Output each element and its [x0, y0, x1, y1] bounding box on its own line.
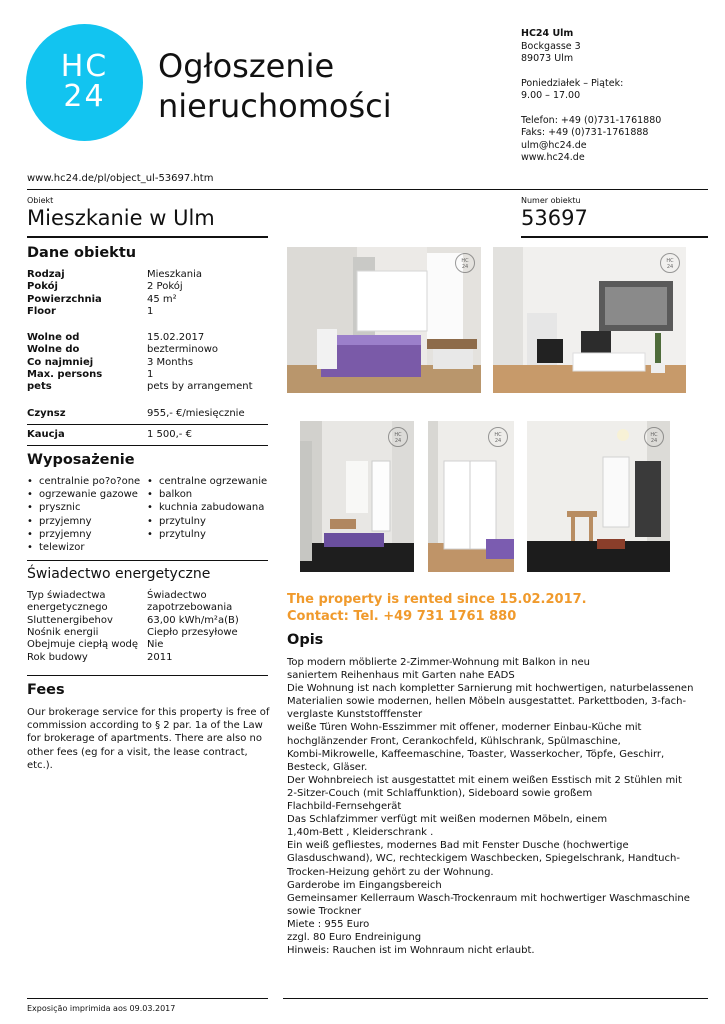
equipment-item: • ogrzewanie gazowe — [27, 488, 140, 501]
energy-heading: Świadectwo energetyczne — [27, 566, 211, 582]
photo-bedroom-image — [287, 247, 481, 393]
photo-living-room[interactable] — [493, 247, 686, 393]
equipment-list-2 — [147, 475, 267, 541]
fees-text — [27, 706, 273, 772]
details-group-2 — [27, 332, 268, 396]
page-title — [158, 46, 488, 126]
description-line: Glasduschwand), WC, rechteckigem Waschbecken, Spiegelschrank, Handtuch- — [287, 853, 680, 865]
equipment-item: • przyjemny — [27, 515, 140, 528]
page-title-line2: nieruchomości — [158, 87, 392, 125]
equipment-item: • centralne ogrzewanie — [147, 475, 267, 488]
equipment-list-1 — [27, 475, 140, 554]
object-number-label: Numer obiektu — [521, 196, 581, 205]
detail-key: Powierzchnia — [27, 293, 102, 305]
detail-key: Max. persons — [27, 368, 103, 380]
energy-key: Nośnik energii — [27, 626, 99, 638]
energy-key: Sluttenergibehov — [27, 614, 113, 626]
divider-rent — [27, 424, 268, 425]
photo-wardrobe[interactable] — [428, 421, 514, 572]
rented-notice — [287, 591, 707, 625]
watermark-icon: HC 24 — [644, 427, 664, 447]
object-url[interactable]: www.hc24.de/pl/object_ul-53697.htm — [27, 173, 214, 184]
description-line: Besteck, Gläser. — [287, 761, 368, 773]
energy-value: Nie — [147, 639, 164, 651]
details-group-1 — [27, 269, 268, 319]
description-line: Materialien sowie modernen, hellen Möbeln ausgestattet. Parkettboden, 3-fach- — [287, 696, 687, 708]
object-title: Mieszkanie w Ulm — [27, 206, 215, 230]
object-number: 53697 — [521, 206, 588, 230]
rented-contact: Contact: Tel. +49 731 1761 880 — [287, 609, 517, 624]
equipment-item: • przyjemny — [27, 528, 140, 541]
description-line: Garderobe im Eingangsbereich — [287, 879, 442, 891]
description-heading: Opis — [287, 632, 324, 648]
detail-key: Wolne do — [27, 344, 80, 356]
agency-email[interactable]: ulm@hc24.de — [521, 139, 587, 151]
deposit-value: 1 500,- € — [147, 429, 192, 440]
detail-value: 45 m² — [147, 293, 177, 305]
divider-equipment — [27, 560, 268, 561]
equipment-item: • kuchnia zabudowana — [147, 501, 267, 514]
energy-key: Obejmuje ciepłą wodę — [27, 639, 139, 651]
logo-text-bottom: 24 — [63, 79, 106, 114]
detail-key: Pokój — [27, 281, 58, 293]
divider-url — [27, 189, 708, 190]
agency-name: HC24 Ulm — [521, 28, 574, 39]
fees-line: commission according to § 2 par. 1a of the Law — [27, 720, 263, 732]
photo-dining[interactable] — [527, 421, 670, 572]
description-text — [287, 656, 707, 957]
detail-key: pets — [27, 381, 52, 393]
divider-right-top — [521, 236, 708, 238]
rent-value: 955,- €/miesięcznie — [147, 408, 245, 419]
description-line: Top modern möblierte 2-Zimmer-Wohnung mit Balkon in neu — [287, 657, 590, 668]
description-line: Die Wohnung ist nach kompletter Sarnierung mit hochwertigen, naturbelassenen — [287, 683, 694, 695]
description-line: zzgl. 80 Euro Endreinigung — [287, 931, 422, 943]
description-line: Kombi-Mikrowelle, Kaffeemaschine, Toaster, Wasserkocher, Töpfe, Geschirr, — [287, 748, 665, 760]
equipment-item: • centralnie po?o?one — [27, 475, 140, 488]
deposit-key: Kaucja — [27, 429, 65, 440]
logo-text-top: HC — [60, 49, 109, 84]
agency-web[interactable]: www.hc24.de — [521, 152, 585, 163]
description-line: sowie Trockner — [287, 905, 362, 917]
fees-line: for brokerage of apartments. There are also no — [27, 733, 263, 745]
description-line: weiße Türen Wohn-Esszimmer mit offener, moderner Einbau-Küche mit — [287, 722, 642, 734]
equipment-item: • balkon — [147, 488, 267, 501]
description-line: saniertem Reihenhaus mit Garten nahe EADS — [287, 670, 515, 682]
description-line: Hinweis: Rauchen ist im Wohnraum nicht erlaubt. — [287, 945, 535, 957]
detail-key: Co najmniej — [27, 356, 94, 368]
divider-footer-left — [27, 998, 268, 999]
fees-line: other fees (eg for a visit, the lease contract, etc.). — [27, 746, 248, 771]
details-deposit — [27, 429, 268, 442]
divider-deposit — [27, 445, 268, 446]
detail-value: 1 — [147, 305, 154, 317]
photo-kitchen[interactable] — [300, 421, 414, 572]
description-line: verglaste Kunststofffenster — [287, 709, 423, 721]
divider-energy — [27, 675, 268, 676]
detail-value: pets by arrangement — [147, 381, 253, 393]
divider-left-top — [27, 236, 268, 238]
description-line: hochglänzender Front, Cerankochfeld, Kühlschrank, Spülmaschine, — [287, 735, 621, 747]
description-line: 1,40m-Bett , Kleiderschrank . — [287, 827, 434, 839]
watermark-icon: HC 24 — [488, 427, 508, 447]
watermark-icon: HC 24 — [388, 427, 408, 447]
print-date: Exposição imprimida aos 09.03.2017 — [27, 1004, 176, 1013]
equipment-heading: Wyposażenie — [27, 452, 135, 468]
hc24-logo — [26, 24, 143, 141]
equipment-item: • prysznic — [27, 501, 140, 514]
description-line: Miete : 955 Euro — [287, 918, 370, 930]
fees-heading: Fees — [27, 682, 65, 698]
description-line: Gemeinsamer Kellerraum Wasch-Trockenraum mit hochwertiger Waschmaschine — [287, 892, 690, 904]
detail-value: Mieszkania — [147, 269, 203, 280]
equipment-item: • przytulny — [147, 528, 267, 541]
description-line: Trocken-Heizung gehört zu der Wohnung. — [287, 866, 494, 878]
object-label: Obiekt — [27, 196, 54, 205]
energy-table — [27, 590, 268, 670]
detail-value: 1 — [147, 368, 154, 380]
divider-footer-right — [283, 998, 708, 999]
energy-key: Typ świadectwa energetycznego — [27, 590, 108, 614]
fees-line: Our brokerage service for this property is free of — [27, 707, 270, 718]
equipment-item: • przytulny — [147, 515, 267, 528]
agency-street: Bockgasse 3 — [521, 40, 581, 52]
agency-city: 89073 Ulm — [521, 53, 574, 64]
details-heading: Dane obiektu — [27, 245, 137, 261]
detail-key: Rodzaj — [27, 269, 65, 280]
description-line: Der Wohnbreiech ist ausgestattet mit einem weißen Esstisch mit 2 Stühlen mit — [287, 774, 682, 786]
photo-living-room-image — [493, 247, 686, 393]
energy-value: 63,00 kWh/m²a(B) — [147, 614, 239, 626]
detail-value: 3 Months — [147, 356, 194, 368]
energy-value: Ciepło przesyłowe — [147, 626, 238, 638]
equipment-item: • telewizor — [27, 541, 140, 554]
detail-key: Floor — [27, 305, 56, 317]
agency-hours-time: 9.00 – 17.00 — [521, 90, 581, 101]
description-line: 2-Sitzer-Couch (mit Schlaffunktion), Sideboard sowie großem — [287, 787, 593, 799]
detail-value: bezterminowo — [147, 344, 219, 356]
agency-contact — [521, 28, 721, 165]
description-line: Flachbild-Fernsehgerät — [287, 801, 402, 813]
details-rent — [27, 408, 268, 421]
description-line: Ein weiß gefliestes, modernes Bad mit Fenster Dusche (hochwertige — [287, 840, 629, 852]
agency-phone: Telefon: +49 (0)731-1761880 — [521, 114, 662, 126]
energy-value: Świadectwo zapotrzebowania — [147, 590, 233, 614]
page-title-line1: Ogłoszenie — [158, 47, 335, 85]
detail-key: Wolne od — [27, 332, 80, 343]
detail-value: 2 Pokój — [147, 281, 183, 293]
photo-bedroom[interactable] — [287, 247, 481, 393]
watermark-icon: HC 24 — [660, 253, 680, 273]
energy-value: 2011 — [147, 651, 173, 663]
watermark-icon: HC 24 — [455, 253, 475, 273]
detail-value: 15.02.2017 — [147, 332, 205, 343]
description-line: Das Schlafzimmer verfügt mit weißen modernen Möbeln, einem — [287, 814, 608, 826]
rent-key: Czynsz — [27, 408, 66, 419]
rented-line1: The property is rented since 15.02.2017. — [287, 592, 587, 607]
energy-key: Rok budowy — [27, 651, 88, 663]
agency-hours-days: Poniedziałek – Piątek: — [521, 77, 624, 89]
agency-fax: Faks: +49 (0)731-1761888 — [521, 127, 649, 138]
